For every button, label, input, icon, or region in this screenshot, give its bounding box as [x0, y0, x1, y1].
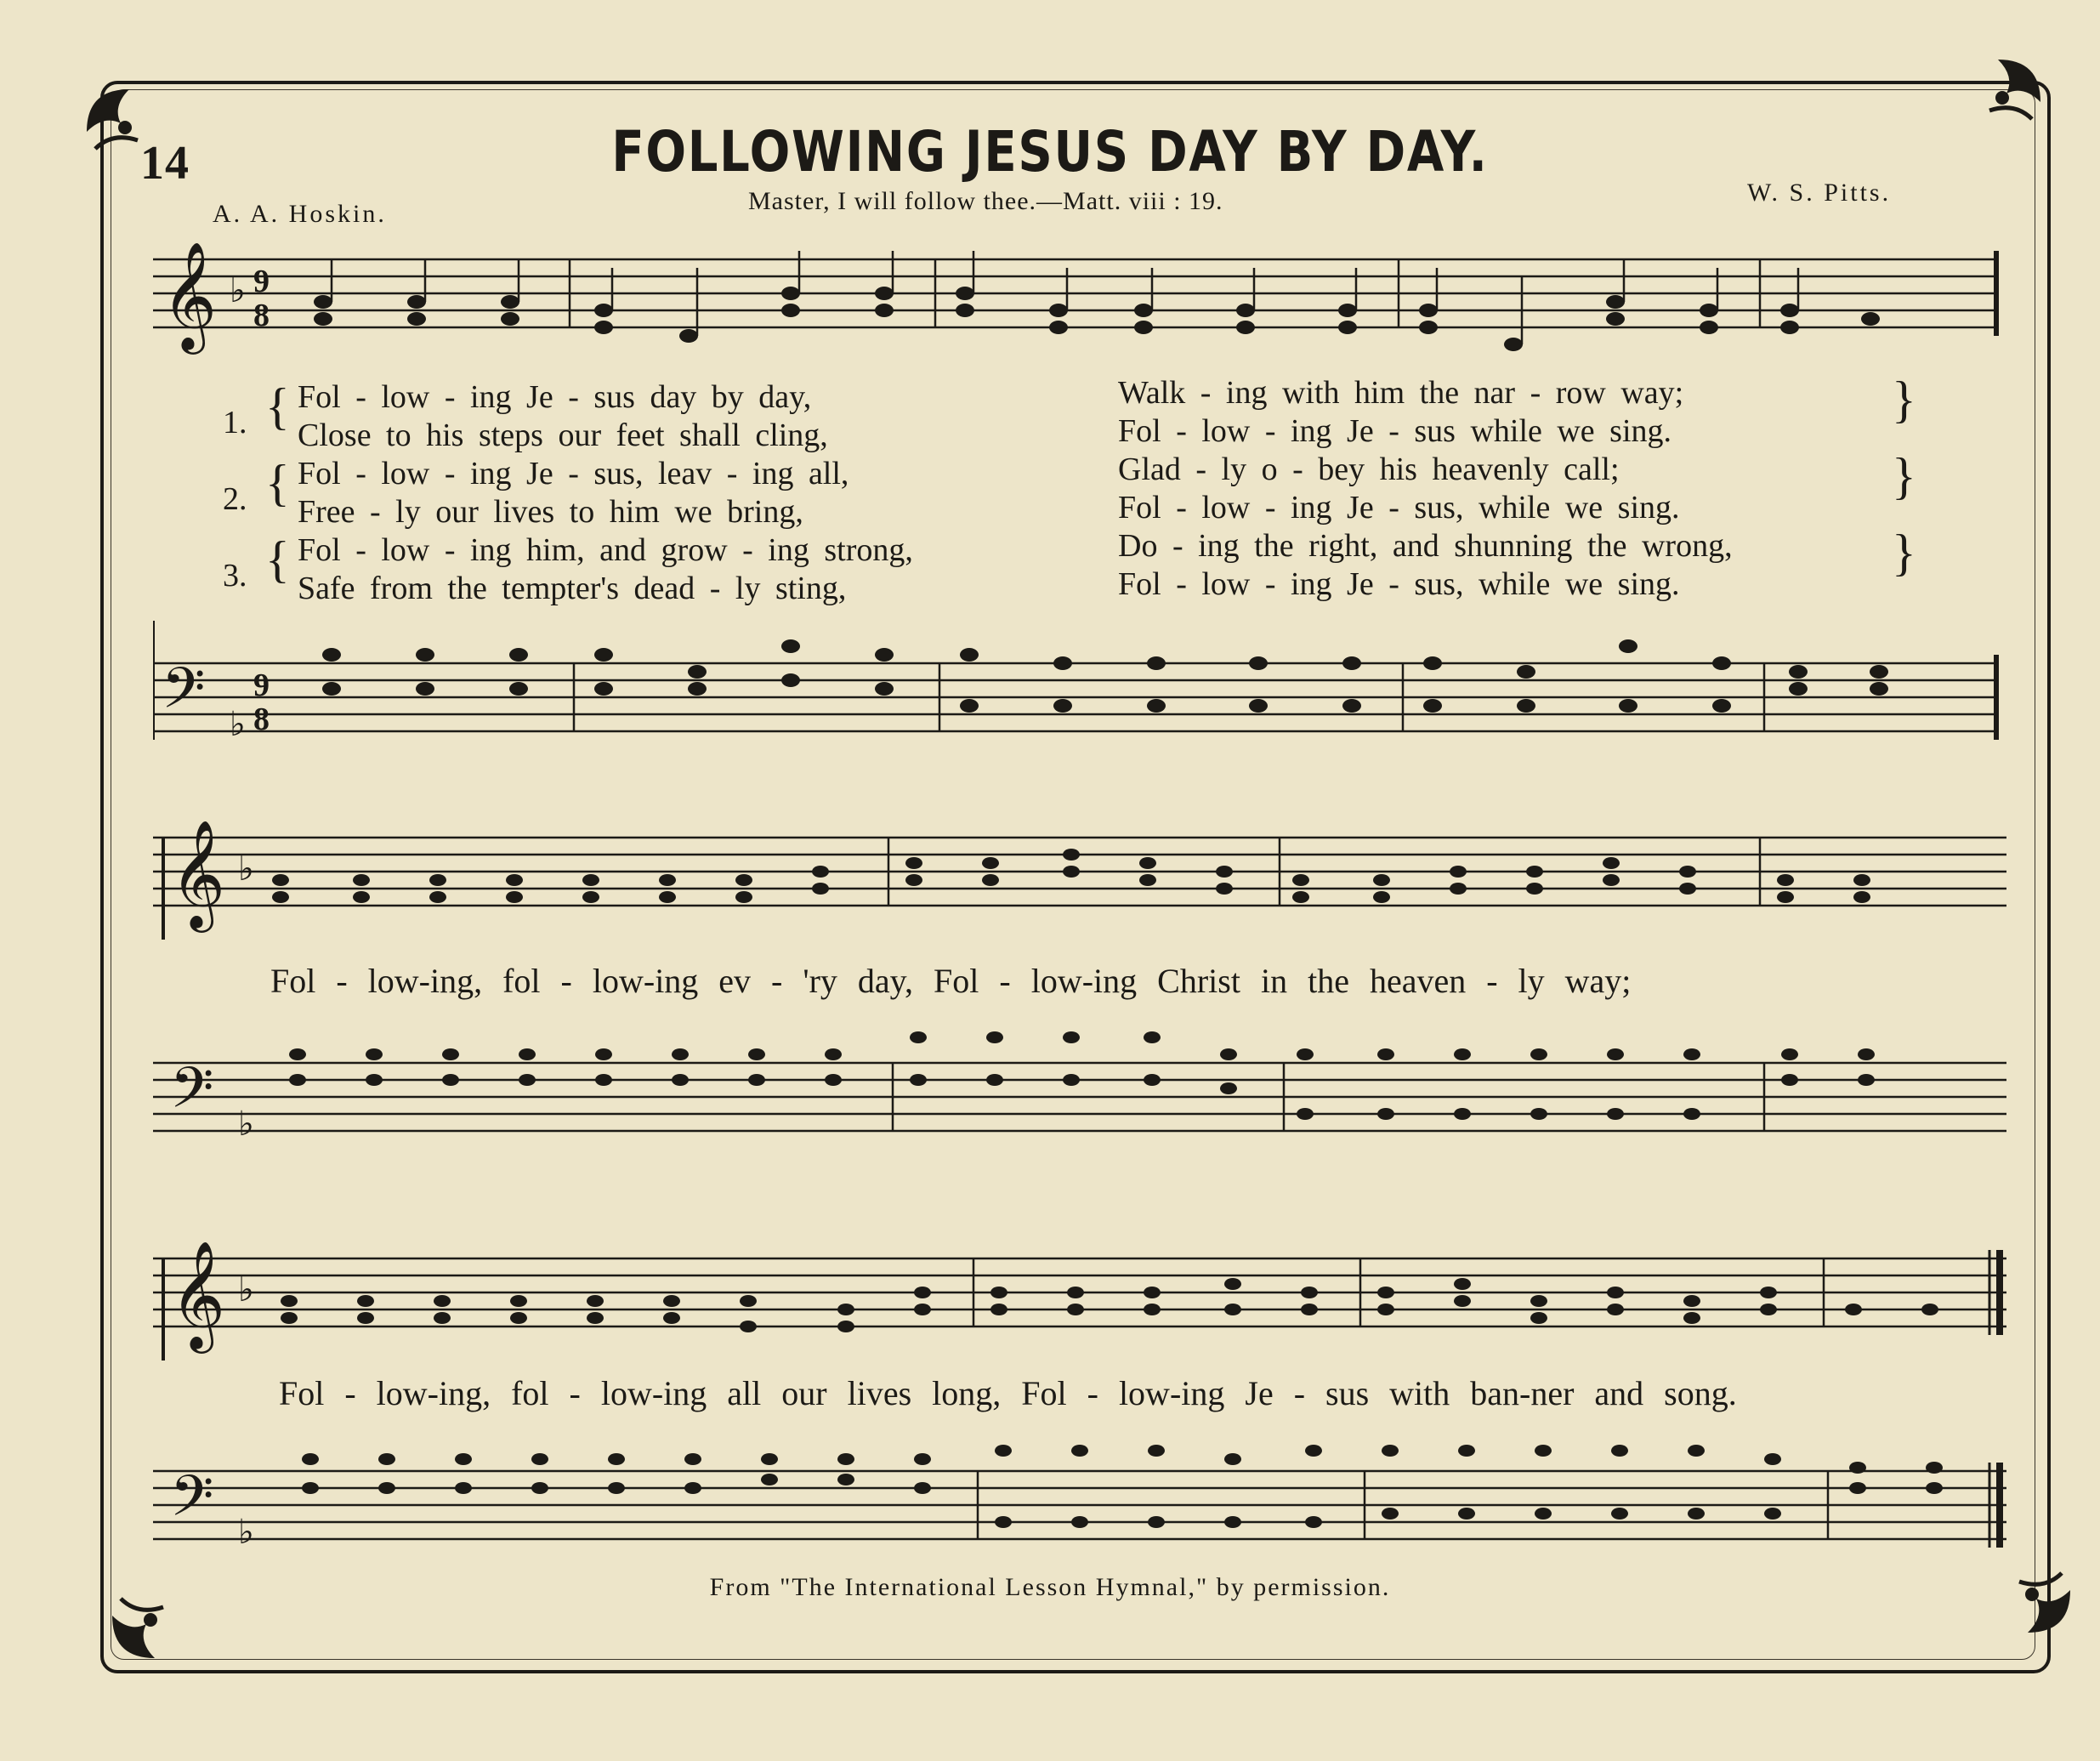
system-2-treble-staff: [153, 821, 2006, 940]
verse-2-line-2: Free - ly our lives to him we bring,: [298, 494, 803, 530]
author-words: A. A. Hoskin.: [213, 200, 387, 228]
verse-2-brace-right: }: [1892, 448, 1916, 504]
verse-3-number: 3.: [223, 558, 247, 594]
verse-2-part-a: [298, 455, 849, 531]
verse-2-line-3: Glad - ly o - bey his heavenly call;: [1118, 452, 1620, 487]
scripture-reference: Master, I will follow thee.—Matt. viii : 19.: [748, 187, 1223, 215]
verse-2-line-4: Fol - low - ing Je - sus, while we sing.: [1118, 490, 1680, 525]
verse-3-brace: {: [265, 531, 290, 588]
verse-3-line-3: Do - ing the right, and shunning the wrong,: [1118, 528, 1733, 564]
svg-text:♭: ♭: [230, 705, 246, 743]
svg-text:𝄢: 𝄢: [170, 1463, 214, 1542]
hymn-title: FOLLOWING JESUS DAY BY DAY.: [611, 119, 1489, 185]
verse-3-line-1: Fol - low - ing him, and grow - ing strong,: [298, 532, 913, 568]
verse-1-line-3: Walk - ing with him the nar - row way;: [1118, 375, 1684, 411]
svg-text:8: 8: [253, 298, 270, 333]
system-2-bass-staff: [153, 1020, 2006, 1156]
permission-credit: From "The International Lesson Hymnal," by permission.: [709, 1573, 1391, 1601]
svg-text:♭: ♭: [238, 1270, 254, 1309]
verse-3-part-a: [298, 531, 913, 608]
verse-3-brace-right: }: [1892, 525, 1916, 581]
verse-2-brace: {: [265, 455, 290, 511]
verse-2-line-1: Fol - low - ing Je - sus, leav - ing all,: [298, 456, 849, 491]
svg-text:♭: ♭: [238, 1513, 254, 1551]
page-number: 14: [140, 137, 190, 190]
verse-1-brace-right: }: [1892, 372, 1916, 428]
svg-text:𝄢: 𝄢: [162, 656, 206, 735]
system-3-bass-staff: [153, 1429, 2006, 1573]
system-3-treble-staff: [153, 1241, 2006, 1361]
svg-text:9: 9: [253, 264, 270, 299]
verse-3-line-4: Fol - low - ing Je - sus, while we sing.: [1118, 566, 1680, 602]
verse-1-number: 1.: [223, 405, 247, 440]
verse-1-line-2: Close to his steps our feet shall cling,: [298, 418, 828, 453]
verse-1-line-4: Fol - low - ing Je - sus while we sing.: [1118, 413, 1672, 449]
refrain-lyric-line-2: Fol - low-ing, fol - low-ing all our lives long, Fol - low-ing Je - sus with ban-ner and song.: [279, 1374, 1737, 1412]
system-1-bass-staff: [153, 621, 2006, 757]
verse-1-part-b: [1118, 374, 1683, 451]
verse-1-part-a: [298, 378, 828, 455]
svg-text:𝄞: 𝄞: [162, 242, 218, 349]
svg-text:♭: ♭: [238, 849, 254, 888]
svg-text:8: 8: [253, 702, 270, 737]
verse-3-part-b: [1118, 527, 1733, 604]
svg-text:♭: ♭: [238, 1105, 254, 1143]
svg-text:𝄞: 𝄞: [170, 821, 226, 928]
verse-2-number: 2.: [223, 481, 247, 517]
corner-ornament-top-right: [1964, 51, 2049, 136]
svg-text:𝄞: 𝄞: [170, 1241, 226, 1349]
system-1-treble-staff: [153, 242, 2006, 378]
verse-2-part-b: [1118, 451, 1680, 527]
author-music: W. S. Pitts.: [1747, 179, 1892, 207]
svg-text:♭: ♭: [230, 271, 246, 310]
svg-text:𝄢: 𝄢: [170, 1055, 214, 1134]
svg-text:9: 9: [253, 667, 270, 703]
refrain-lyric-line-1: Fol - low-ing, fol - low-ing ev - 'ry day, Fol - low-ing Christ in the heaven - ly way;: [270, 962, 1632, 1000]
verse-1-line-1: Fol - low - ing Je - sus day by day,: [298, 379, 812, 415]
verse-3-line-2: Safe from the tempter's dead - ly sting,: [298, 571, 847, 606]
verse-1-brace: {: [265, 378, 290, 435]
